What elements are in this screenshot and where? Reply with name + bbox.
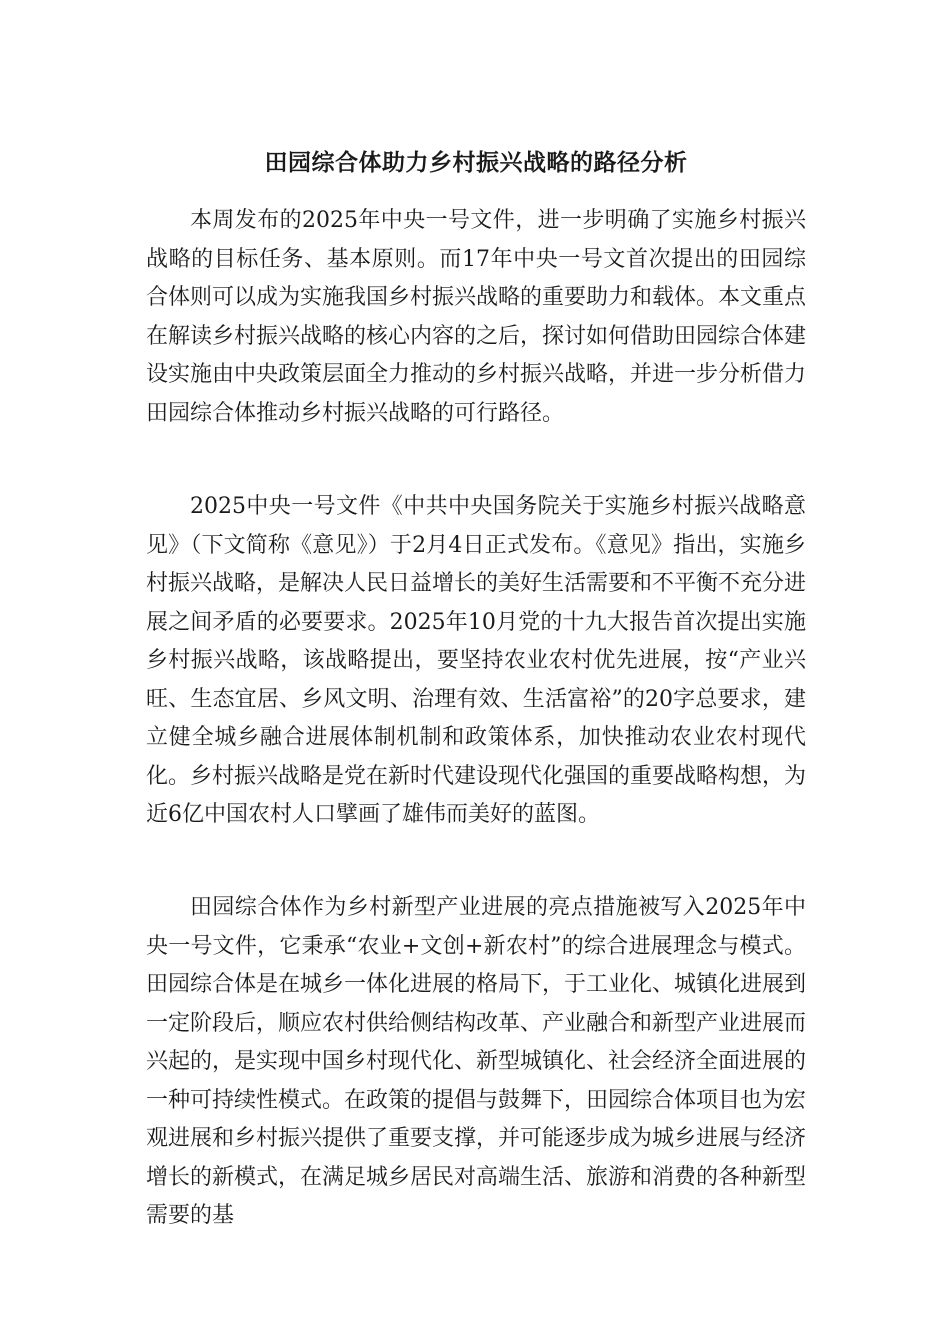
paragraph-1: 本周发布的2025年中央一号文件，进一步明确了实施乡村振兴战略的目标任务、基本原则。而17年中央一号文首次提出的田园综合体则可以成为实施我国乡村振兴战略的重要助力和载体。本文重点在解读乡村振兴战略的核心内容的之后，探讨如何借助田园综合体建设实施由中央政策层面全力推动的乡村振兴战略，并进一步分析借力田园综合体推动乡村振兴战略的可行路径。	[146, 208, 807, 426]
document-title: 田园综合体助力乡村振兴战略的路径分析	[264, 150, 688, 176]
paragraph-3: 田园综合体作为乡村新型产业进展的亮点措施被写入2025年中央一号文件，它秉承“农业+文创+新农村”的综合进展理念与模式。田园综合体是在城乡一体化进展的格局下，于工业化、城镇化进展到一定阶段后，顺应农村供给侧结构改革、产业融合和新型产业进展而兴起的，是实现中国乡村现代化、新型城镇化、社会经济全面进展的一种可持续性模式。在政策的提倡与鼓舞下，田园综合体项目也为宏观进展和乡村振兴提供了重要支撑，并可能逐步成为城乡进展与经济增长的新模式，在满足城乡居民对高端生活、旅游和消费的各种新型需要的基	[146, 895, 807, 1228]
paragraph-2: 2025中央一号文件《中共中央国务院关于实施乡村振兴战略意见》（下文简称《意见》）于2月4日正式发布。《意见》指出，实施乡村振兴战略，是解决人民日益增长的美好生活需要和不平衡不充分进展之间矛盾的必要要求。2025年10月党的十九大报告首次提出实施乡村振兴战略，该战略提出，要坚持农业农村优先进展，按“产业兴旺、生态宜居、乡风文明、治理有效、生活富裕”的20字总要求，建立健全城乡融合进展体制机制和政策体系，加快推动农业农村现代化。乡村振兴战略是党在新时代建设现代化强国的重要战略构想，为近6亿中国农村人口擘画了雄伟而美好的蓝图。	[146, 494, 807, 827]
